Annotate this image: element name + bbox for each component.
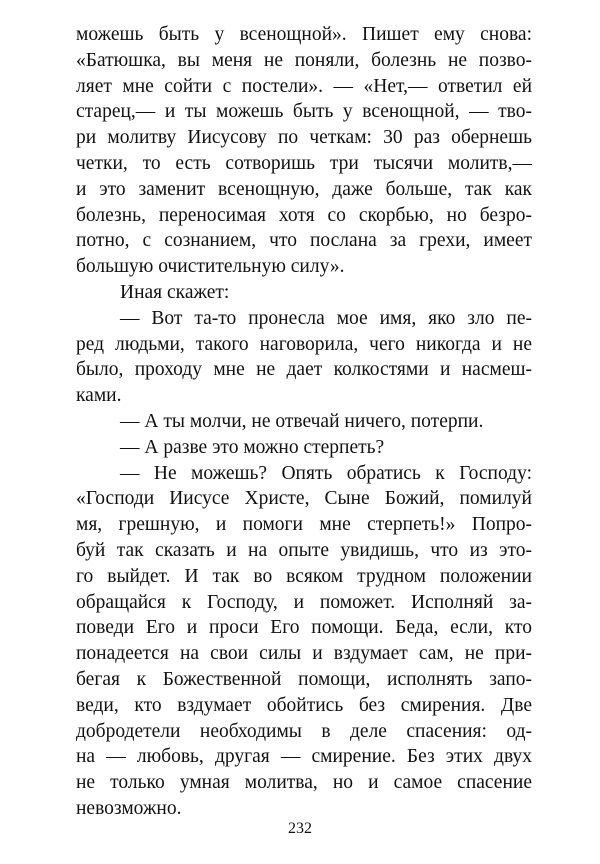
text-line: — Вот та-то пронесла мое имя, яко зло пе- <box>120 307 532 329</box>
text-line: на — любовь, другая — смирение. Без этих двух <box>76 746 532 768</box>
text-line: мя, грешную, и помоги мне стерпеть!» Попро- <box>76 514 532 536</box>
text-line: можешь быть у всенощной». Пишет ему снова: <box>76 24 532 45</box>
text-line: бегая к Божественной помощи, исполнять запо- <box>76 668 532 690</box>
body-text <box>76 22 532 822</box>
text-line: большую очистительную силу». <box>76 256 345 278</box>
text-line: не только умная молитва, но и самое спасение <box>76 772 532 794</box>
text-line: ри молитву Иисусову по четкам: 30 раз обернешь <box>76 127 532 149</box>
text-line: потно, с сознанием, что послана за грехи, имеет <box>76 230 532 252</box>
text-line: — А разве это можно стерпеть? <box>120 436 385 458</box>
text-line: ляет мне сойти с постели». — «Нет,— ответил ей <box>76 75 532 97</box>
text-line: добродетели необходимы в деле спасения: од- <box>76 720 532 742</box>
text-line: буй так сказать и на опыте увидишь, что из это- <box>76 539 532 561</box>
text-line: «Господи Иисусе Христе, Сыне Божий, помилуй <box>76 488 532 510</box>
text-line: четки, то есть сотворишь три тысячи молитв,— <box>76 152 532 174</box>
text-line: веди, кто вздумает обойтись без смирения. Две <box>76 694 532 716</box>
text-line: «Батюшка, вы меня не поняли, болезнь не позво- <box>76 49 532 71</box>
text-line: понадеется на свои силы и вздумает сам, не при- <box>76 643 532 665</box>
text-line: болезнь, переносимая хотя со скорбью, но безро- <box>76 204 532 226</box>
text-line: старец,— и ты можешь быть у всенощной, — тво- <box>76 101 532 123</box>
text-line: — Не можешь? Опять обратись к Господу: <box>120 462 532 484</box>
text-line: невозможно. <box>76 797 182 819</box>
page-number: 232 <box>288 820 312 837</box>
text-line: обращайся к Господу, и поможет. Исполняй за- <box>76 591 532 613</box>
text-line: было, проходу мне не дает колкостями и насмеш- <box>76 359 532 381</box>
text-line: ками. <box>76 385 122 407</box>
text-line: поведи Его и проси Его помощи. Беда, если, кто <box>76 617 532 639</box>
text-line: ред людьми, такого наговорила, чего никогда и не <box>76 333 532 355</box>
text-line: Иная скажет: <box>120 281 230 303</box>
text-line: го выйдет. И так во всяком трудном положении <box>76 565 532 587</box>
text-line: и это заменит всенощную, даже больше, так как <box>76 178 532 200</box>
text-line: — А ты молчи, не отвечай ничего, потерпи. <box>120 410 484 432</box>
